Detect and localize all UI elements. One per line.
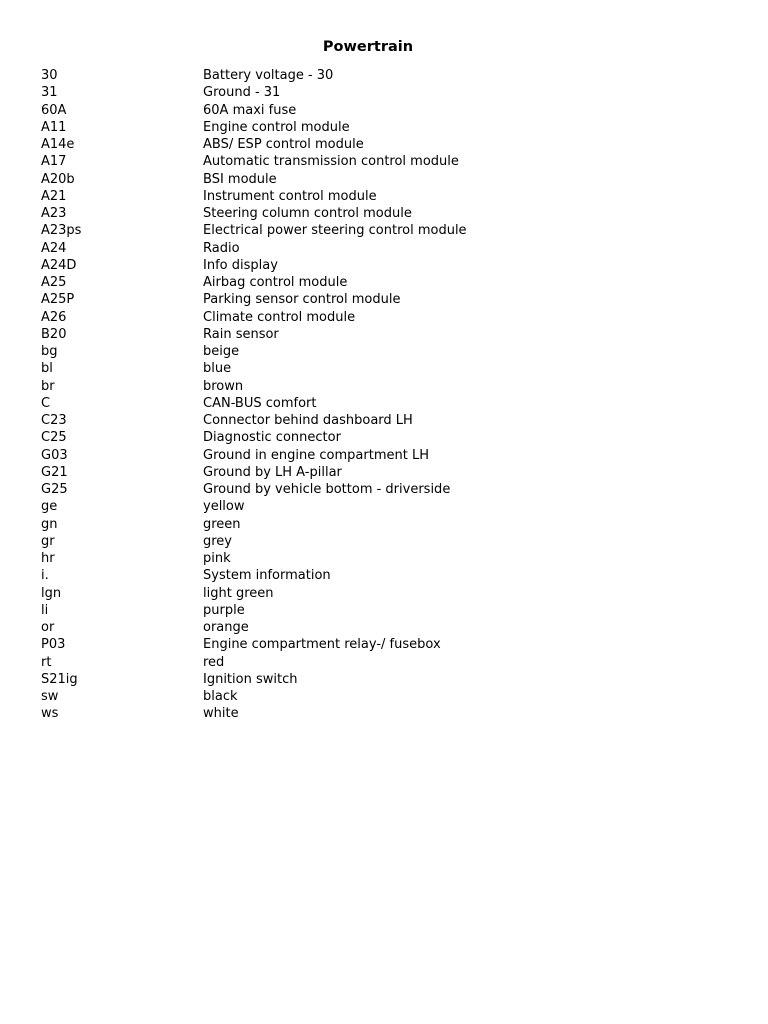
legend-description: Radio xyxy=(203,240,240,256)
legend-code: C xyxy=(41,395,51,411)
legend-code: or xyxy=(41,620,55,635)
legend-code: P03 xyxy=(41,637,66,653)
legend-code: A20b xyxy=(41,171,75,187)
legend-row xyxy=(41,602,467,619)
legend-code: A23 xyxy=(41,206,67,221)
legend-description: Engine compartment relay-/ fusebox xyxy=(203,637,441,653)
legend-description: Climate control module xyxy=(203,309,356,325)
legend-code: i. xyxy=(41,568,49,584)
legend-code: B20 xyxy=(41,326,67,342)
legend-row xyxy=(41,585,467,602)
legend-code: A24 xyxy=(41,240,67,256)
legend-code: sw xyxy=(41,689,59,704)
legend-code: rt xyxy=(41,654,52,670)
legend-description: ABS/ ESP control module xyxy=(203,137,364,152)
legend-row xyxy=(41,171,467,188)
legend-row xyxy=(41,412,467,429)
legend-row xyxy=(41,257,467,274)
legend-description: Ground in engine compartment LH xyxy=(203,447,429,463)
legend-row xyxy=(41,102,467,119)
legend-row xyxy=(41,119,467,136)
legend-code: A24D xyxy=(41,257,77,273)
legend-code: 30 xyxy=(41,68,58,83)
legend-row xyxy=(41,240,467,257)
legend-description: Ignition switch xyxy=(203,671,298,687)
legend-code: C25 xyxy=(41,430,67,446)
legend-row xyxy=(41,343,467,360)
legend-description: yellow xyxy=(203,499,245,515)
legend-row xyxy=(41,222,467,239)
legend-row xyxy=(41,205,467,222)
legend-description: Battery voltage - 30 xyxy=(203,68,334,83)
legend-description: CAN-BUS comfort xyxy=(203,395,317,411)
legend-code: ge xyxy=(41,499,58,515)
legend-row xyxy=(41,654,467,671)
legend-description: beige xyxy=(203,344,240,359)
legend-code: bl xyxy=(41,361,53,377)
legend-description: brown xyxy=(203,378,244,394)
legend-code: hr xyxy=(41,551,55,566)
legend-code: A17 xyxy=(41,154,67,170)
legend-code: A23ps xyxy=(41,223,82,239)
legend-row xyxy=(41,429,467,446)
legend-row xyxy=(41,481,467,498)
legend-description: Ground by LH A-pillar xyxy=(203,464,342,480)
legend-code: A21 xyxy=(41,188,67,204)
legend-code: 31 xyxy=(41,85,58,101)
legend-code: gn xyxy=(41,516,58,532)
legend-description: Parking sensor control module xyxy=(203,292,401,308)
legend-row xyxy=(41,447,467,464)
legend-code: bg xyxy=(41,344,58,359)
legend-code: li xyxy=(41,602,49,618)
legend-code: A25P xyxy=(41,292,75,308)
legend-description: Engine control module xyxy=(203,119,350,135)
legend-description: Airbag control module xyxy=(203,275,348,290)
legend-description: BSI module xyxy=(203,171,277,187)
legend-description: light green xyxy=(203,585,274,601)
legend-description: white xyxy=(203,706,239,722)
legend-description: Ground - 31 xyxy=(203,85,281,101)
legend-description: red xyxy=(203,654,225,670)
legend-code: S21ig xyxy=(41,671,78,687)
legend-code: A11 xyxy=(41,119,67,135)
legend-code: br xyxy=(41,378,55,394)
legend-code: G03 xyxy=(41,447,68,463)
legend-description: 60A maxi fuse xyxy=(203,102,297,118)
legend-row xyxy=(41,188,467,205)
legend-code: lgn xyxy=(41,585,62,601)
legend-row xyxy=(41,309,467,326)
legend-description: black xyxy=(203,689,238,704)
legend-row xyxy=(41,136,467,153)
legend-row xyxy=(41,326,467,343)
legend-row xyxy=(41,153,467,170)
page-title: Powertrain xyxy=(322,39,414,55)
legend-description: grey xyxy=(203,533,233,549)
legend-row xyxy=(41,291,467,308)
legend-description: System information xyxy=(203,568,331,584)
legend-code: A25 xyxy=(41,275,67,290)
legend-code: ws xyxy=(41,706,59,722)
legend-row xyxy=(41,619,467,636)
legend-row xyxy=(41,464,467,481)
legend-row xyxy=(41,567,467,584)
legend-description: Electrical power steering control module xyxy=(203,223,467,239)
legend-row xyxy=(41,533,467,550)
legend-description: orange xyxy=(203,620,249,635)
legend-description: Diagnostic connector xyxy=(203,430,341,446)
legend-description: pink xyxy=(203,551,231,566)
legend-row xyxy=(41,67,467,84)
legend-row xyxy=(41,498,467,515)
legend-row xyxy=(41,274,467,291)
legend-code: C23 xyxy=(41,413,67,428)
legend-description: Ground by vehicle bottom - driverside xyxy=(203,482,451,497)
legend-description: Rain sensor xyxy=(203,326,279,342)
legend-description: Automatic transmission control module xyxy=(203,154,459,170)
legend-row xyxy=(41,516,467,533)
legend-code: gr xyxy=(41,533,55,549)
legend-description: Instrument control module xyxy=(203,188,377,204)
legend-row xyxy=(41,671,467,688)
legend-description: Info display xyxy=(203,257,278,273)
legend-row xyxy=(41,360,467,377)
legend-row xyxy=(41,705,467,722)
legend-row xyxy=(41,550,467,567)
legend-code: G25 xyxy=(41,482,68,497)
legend-description: Steering column control module xyxy=(203,206,412,221)
legend-description: purple xyxy=(203,602,245,618)
legend-row xyxy=(41,688,467,705)
legend-description: blue xyxy=(203,361,232,377)
legend-description: Connector behind dashboard LH xyxy=(203,413,413,428)
legend-description: green xyxy=(203,516,241,532)
legend-row xyxy=(41,84,467,101)
legend-row xyxy=(41,378,467,395)
legend-code: A26 xyxy=(41,309,67,325)
legend-code: G21 xyxy=(41,464,68,480)
legend-row xyxy=(41,636,467,653)
legend-table xyxy=(41,67,467,723)
legend-code: A14e xyxy=(41,137,75,152)
legend-code: 60A xyxy=(41,102,67,118)
legend-table-body xyxy=(41,67,467,723)
legend-row xyxy=(41,395,467,412)
